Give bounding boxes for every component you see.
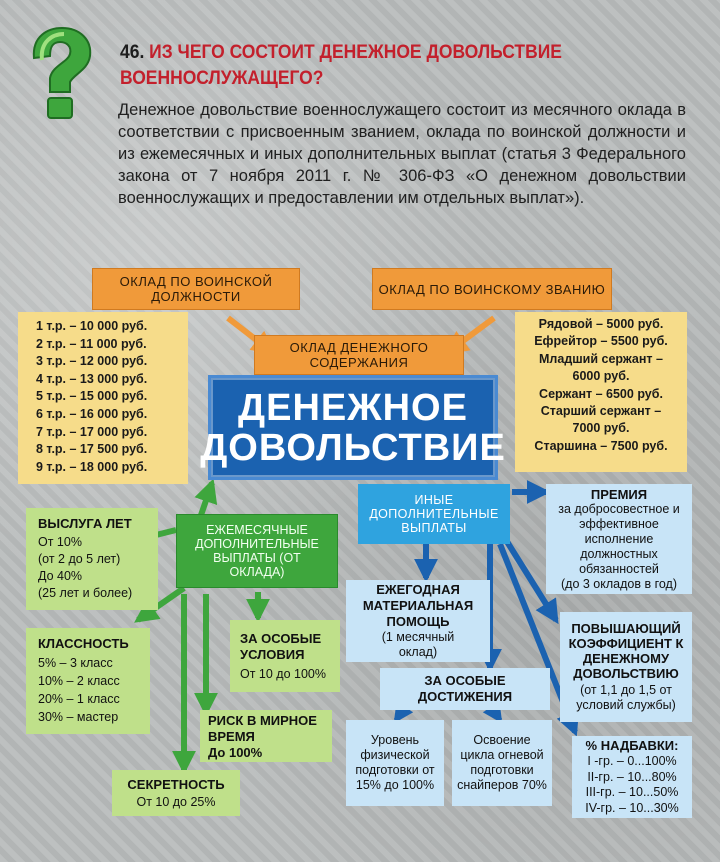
peacetime-risk-title: РИСК В МИРНОЕ ВРЕМЯ	[208, 712, 317, 744]
bonus-title: ПРЕМИЯ	[590, 486, 648, 502]
seniority-line: (25 лет и более)	[38, 586, 133, 600]
special-conditions-value: От 10 до 100%	[240, 667, 326, 681]
rank-item: Сержант – 6500 руб.	[539, 386, 663, 401]
rank-salary-box: ОКЛАД ПО ВОИНСКОМУ ЗВАНИЮ	[372, 268, 612, 310]
sniper-training-box: Освоение цикла огневой подготовки снайперов 70%	[452, 720, 552, 806]
position-item: 4 т.р. – 13 000 руб.	[36, 371, 148, 386]
class-rating-line: 30% – мастер	[38, 710, 119, 724]
rank-item: Рядовой – 5000 руб.	[538, 317, 664, 331]
seniority-line: До 40%	[38, 569, 83, 583]
question-title	[120, 40, 635, 92]
rank-item: 7000 руб.	[572, 421, 630, 436]
seniority-box	[26, 508, 158, 610]
bonus-box	[546, 484, 692, 594]
main-allowance-box: ДЕНЕЖНОЕ ДОВОЛЬСТВИЕ	[208, 375, 498, 480]
class-rating-line: 10% – 2 класс	[38, 674, 120, 688]
allowances-line: III-гр. – 10...50%	[585, 785, 679, 799]
rank-item: Ефрейтор – 5500 руб.	[534, 334, 668, 349]
allowances-line: II-гр. – 10...80%	[587, 769, 677, 784]
annual-aid-title: ЕЖЕГОДНАЯ МАТЕРИАЛЬНАЯ ПОМОЩЬ	[362, 582, 474, 629]
special-conditions-title: ЗА ОСОБЫЕ УСЛОВИЯ	[240, 631, 322, 662]
rank-item: 6000 руб.	[572, 369, 630, 384]
allowances-line: I -гр. – 0...100%	[587, 754, 677, 768]
allowances-box	[572, 736, 692, 818]
secrecy-box	[112, 770, 240, 816]
position-item: 6 т.р. – 16 000 руб.	[36, 406, 148, 421]
class-rating-title: КЛАССНОСТЬ	[38, 636, 129, 651]
title-line-1: ИЗ ЧЕГО СОСТОИТ ДЕНЕЖНОЕ ДОВОЛЬСТВИЕ	[149, 42, 562, 63]
peacetime-risk-value: До 100%	[208, 744, 263, 760]
bonus-note: (до 3 окладов в год)	[560, 576, 677, 591]
position-list	[36, 318, 147, 476]
coefficient-box	[560, 612, 692, 722]
seniority-line: От 10%	[38, 535, 82, 549]
arrow-monthly-extra-to-main	[200, 483, 212, 518]
rank-item: Младший сержант –	[539, 351, 663, 366]
rank-salary-list	[515, 312, 687, 472]
achievements-box	[380, 668, 550, 710]
position-item: 9 т.р. – 18 000 руб.	[36, 459, 148, 474]
rank-list	[534, 316, 668, 455]
monthly-extra-box: ЕЖЕМЕСЯЧНЫЕ ДОПОЛНИТЕЛЬНЫЕ ВЫПЛАТЫ (ОТ ОКЛАДА)	[176, 514, 338, 588]
position-item: 1 т.р. – 10 000 руб.	[36, 319, 148, 333]
coefficient-title: ПОВЫШАЮЩИЙ КОЭФФИЦИЕНТ К ДЕНЕЖНОМУ ДОВОЛЬСТВИЮ	[568, 621, 684, 681]
position-item: 8 т.р. – 17 500 руб.	[36, 442, 148, 457]
special-conditions-box	[230, 620, 340, 692]
question-number: 46.	[120, 42, 145, 63]
allowances-line: IV-гр. – 10...30%	[585, 800, 679, 815]
achievements-title: ЗА ОСОБЫЕ ДОСТИЖЕНИЯ	[417, 673, 513, 704]
rank-item: Старший сержант –	[540, 404, 662, 419]
green-question-mark-icon	[12, 22, 104, 122]
position-item: 7 т.р. – 17 000 руб.	[36, 424, 148, 439]
other-extra-box: ИНЫЕ ДОПОЛНИТЕЛЬНЫЕ ВЫПЛАТЫ	[358, 484, 510, 544]
class-rating-box	[26, 628, 150, 734]
position-salary-box: ОКЛАД ПО ВОИНСКОЙ ДОЛЖНОСТИ	[92, 268, 300, 310]
position-item: 2 т.р. – 11 000 руб.	[36, 336, 147, 351]
class-rating-line: 5% – 3 класс	[38, 656, 113, 670]
position-item: 3 т.р. – 12 000 руб.	[36, 354, 148, 369]
seniority-title: ВЫСЛУГА ЛЕТ	[38, 516, 132, 531]
physical-training-box: Уровень физической подготовки от 15% до 100%	[346, 720, 444, 806]
bonus-text: за добросовестное и эффективное исполнение должностных обязанностей	[558, 501, 680, 576]
seniority-line: (от 2 до 5 лет)	[38, 552, 121, 566]
allowances-title: % НАДБАВКИ:	[585, 738, 679, 753]
title-line-2: ВОЕННОСЛУЖАЩЕГО?	[120, 68, 324, 89]
secrecy-value: От 10 до 25%	[136, 795, 216, 809]
annual-aid-box	[346, 580, 490, 662]
monthly-salary-box: ОКЛАД ДЕНЕЖНОГО СОДЕРЖАНИЯ	[254, 335, 464, 375]
position-salary-list	[18, 312, 188, 484]
annual-aid-value: (1 месячный оклад)	[381, 630, 455, 659]
class-rating-line: 20% – 1 класс	[38, 692, 120, 706]
secrecy-title: СЕКРЕТНОСТЬ	[127, 777, 225, 792]
rank-item: Старшина – 7500 руб.	[534, 438, 668, 453]
position-item: 5 т.р. – 15 000 руб.	[36, 389, 148, 404]
coefficient-note: (от 1,1 до 1,5 от условий службы)	[576, 683, 676, 712]
peacetime-risk-box	[200, 710, 332, 762]
intro-text: Денежное довольствие военнослужащего состоит из месячного оклада в соответствии с присвоенным званием, оклада по воинской должности и из ежемесячных и иных дополнительных выплат (статья 3 Федерального закона от 7 ноября 2011 г. № 306-ФЗ «О денежном довольствии военнослужащих и предоставлении им отдельных выплат»).	[118, 101, 686, 207]
